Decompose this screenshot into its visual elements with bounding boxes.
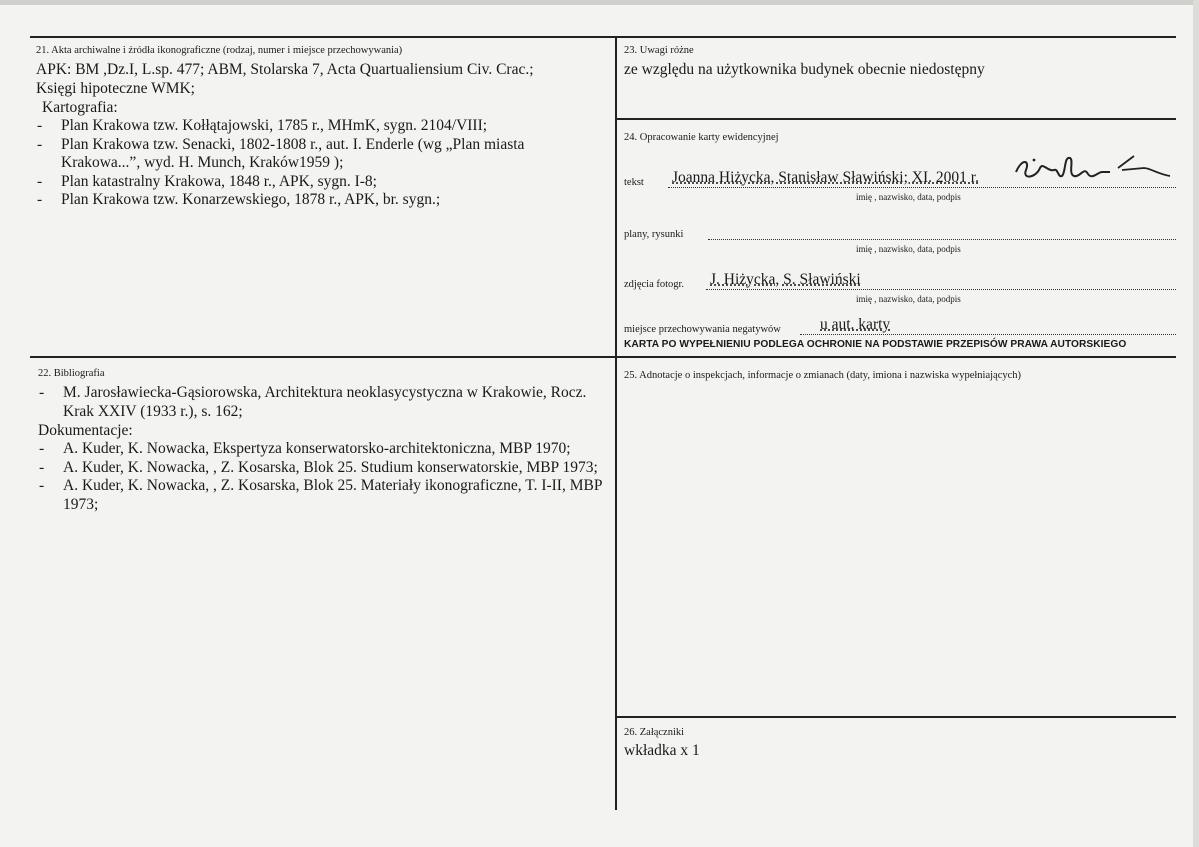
section-26-heading: 26. Załączniki bbox=[624, 727, 685, 738]
section-23 bbox=[624, 44, 1174, 79]
section-24-heading: 24. Opracowanie karty ewidencyjnej bbox=[624, 132, 779, 143]
list-item: - M. Jarosławiecka-Gąsiorowska, Architektura neoklasycystyczna w Krakowie, Rocz. Krak XXIV (1933 r.), s. 162; bbox=[38, 384, 614, 421]
field-plans-sublabel: imię , nazwisko, data, podpis bbox=[856, 244, 961, 254]
field-negatives bbox=[624, 306, 1176, 340]
field-plans-label: plany, rysunki bbox=[624, 229, 684, 240]
field-text-label: tekst bbox=[624, 177, 644, 188]
field-negatives-label: miejsce przechowywania negatywów bbox=[624, 324, 781, 335]
section-21 bbox=[36, 44, 606, 210]
section-22 bbox=[38, 367, 614, 515]
rule-23-24 bbox=[616, 118, 1176, 120]
list-item: - A. Kuder, K. Nowacka, Ekspertyza konserwatorsko-architektoniczna, MBP 1970; bbox=[38, 440, 614, 459]
field-negatives-line bbox=[800, 334, 1176, 335]
field-photos-value: J. Hiżycka, S. Sławiński bbox=[710, 271, 861, 288]
list-item: - A. Kuder, K. Nowacka, , Z. Kosarska, Blok 25. Studium konserwatorskie, MBP 1973; bbox=[38, 459, 614, 478]
field-negatives-value: u aut. karty bbox=[820, 316, 891, 333]
field-photos bbox=[624, 270, 1176, 304]
documentation-heading: Dokumentacje: bbox=[38, 422, 133, 440]
middle-rule bbox=[30, 356, 1176, 358]
section-25-heading: 25. Adnotacje o inspekcjach, informacje o zmianach (daty, imiona i nazwiska wypełniających) bbox=[624, 370, 1022, 381]
copyright-notice: KARTA PO WYPEŁNIENIU PODLEGA OCHRONIE NA PODSTAWIE PRZEPISÓW PRAWA AUTORSKIEGO bbox=[624, 339, 1127, 350]
section-21-line2: Księgi hipoteczne WMK; bbox=[36, 80, 195, 97]
field-photos-sublabel: imię , nazwisko, data, podpis bbox=[856, 294, 961, 304]
field-text-sublabel: imię , nazwisko, data, podpis bbox=[856, 192, 961, 202]
section-22-heading: 22. Bibliografia bbox=[38, 368, 105, 379]
section-21-heading: 21. Akta archiwalne i źródła ikonograficzne (rodzaj, numer i miejsce przechowywania) bbox=[36, 45, 403, 56]
list-item: - Plan Krakowa tzw. Senacki, 1802-1808 r., aut. I. Enderle (wg „Plan miasta Krakowa...”, wyd. H. Munch, Kraków1959 ); bbox=[36, 136, 606, 173]
bibliography-list bbox=[38, 384, 614, 421]
cartography-heading: Kartografia: bbox=[42, 99, 118, 116]
section-23-text: ze względu na użytkownika budynek obecnie niedostępny bbox=[624, 61, 985, 78]
section-26 bbox=[624, 726, 1174, 760]
top-rule bbox=[30, 36, 1176, 38]
scan-right-edge bbox=[1193, 0, 1199, 847]
field-plans-line bbox=[708, 239, 1176, 240]
list-item: - A. Kuder, K. Nowacka, , Z. Kosarska, Blok 25. Materiały ikonograficzne, T. I-II, MBP 1973; bbox=[38, 477, 614, 514]
field-photos-label: zdjęcia fotogr. bbox=[624, 279, 685, 290]
cartography-list bbox=[36, 117, 606, 210]
rule-25-26 bbox=[616, 716, 1176, 718]
list-item: - Plan katastralny Krakowa, 1848 r., APK, sygn. I-8; bbox=[36, 173, 606, 192]
section-21-line1: APK: BM ,Dz.I, L.sp. 477; ABM, Stolarska 7, Acta Quartualiensium Civ. Crac.; bbox=[36, 61, 534, 78]
field-text-value: Joanna Hiżycka, Stanisław Sławiński; XI. 2001 r. bbox=[672, 169, 979, 186]
field-photos-line bbox=[706, 289, 1176, 290]
list-item: - Plan Krakowa tzw. Kołłątajowski, 1785 r., MHmK, sygn. 2104/VIII; bbox=[36, 117, 606, 136]
section-26-text: wkładka x 1 bbox=[624, 742, 700, 759]
field-plans bbox=[624, 220, 1176, 254]
column-divider bbox=[615, 36, 617, 810]
signature-drawing bbox=[1010, 150, 1180, 190]
section-23-heading: 23. Uwagi różne bbox=[624, 45, 694, 56]
scan-top-edge bbox=[0, 0, 1199, 5]
documentation-list bbox=[38, 440, 614, 514]
list-item: - Plan Krakowa tzw. Konarzewskiego, 1878 r., APK, br. sygn.; bbox=[36, 191, 606, 210]
